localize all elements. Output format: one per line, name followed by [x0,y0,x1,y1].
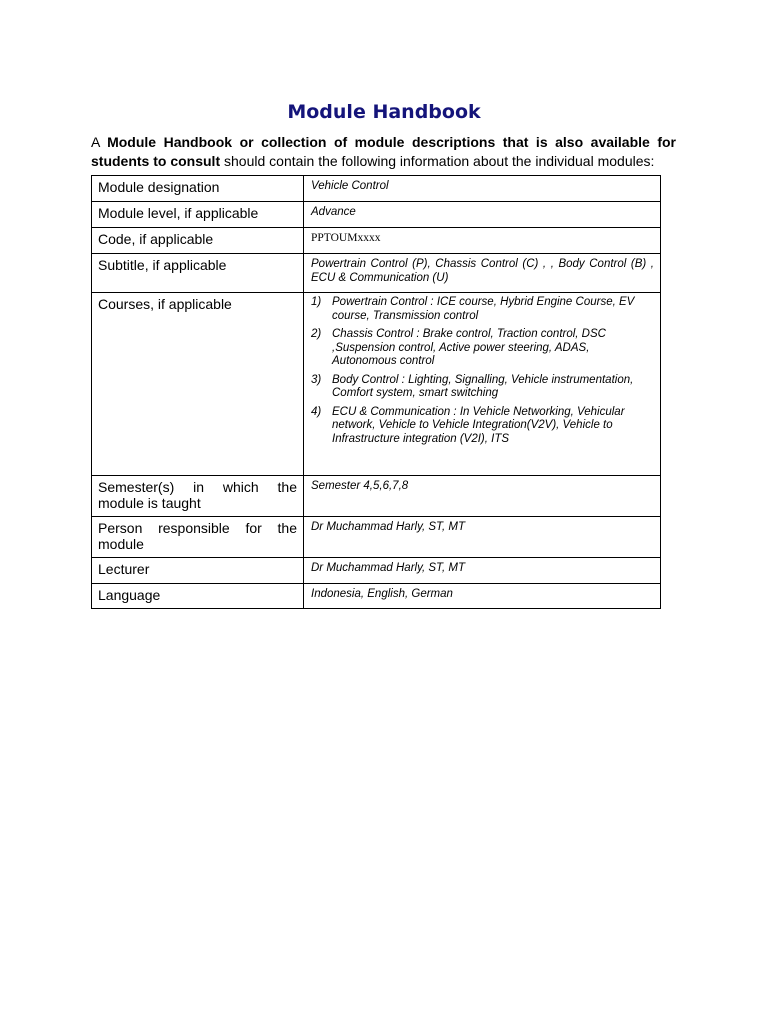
list-item [311,406,654,447]
row-value: PPTOUMxxxx [304,228,661,254]
row-label: Subtitle, if applicable [92,254,304,293]
list-item [311,328,654,369]
row-label: Module level, if applicable [92,202,304,228]
list-number: 2) [311,328,322,340]
list-number: 3) [311,373,322,386]
module-table [91,175,661,609]
list-item [311,296,654,323]
table-row [92,254,661,293]
list-number: 4) [311,405,322,418]
row-value: Dr Muchammad Harly, ST, MT [304,558,661,584]
row-label: Module designation [92,176,304,202]
row-value: Semester 4,5,6,7,8 [304,476,661,517]
intro-rest: should contain the following information about the individual modules: [220,153,655,169]
table-row [92,558,661,584]
table-row [92,228,661,254]
list-text: ECU & Communication : In Vehicle Networking, Vehicular network, Vehicle to Vehicle Integration(V2V), Vehicle to Infrastructure integration (V2I), ITS [332,405,625,445]
row-value: Advance [304,202,661,228]
row-value: Vehicle Control [304,176,661,202]
table-row [92,517,661,558]
row-label: Person responsible for the module [92,517,304,558]
table-row [92,293,661,476]
row-value: Powertrain Control (P), Chassis Control (C) , , Body Control (B) , ECU & Communication (U) [304,254,661,293]
intro-paragraph [91,133,676,171]
row-label: Courses, if applicable [92,293,304,476]
table-row [92,202,661,228]
table-row [92,584,661,609]
list-number: 1) [311,296,322,308]
table-row [92,476,661,517]
row-label: Code, if applicable [92,228,304,254]
row-label: Language [92,584,304,609]
table-row [92,176,661,202]
list-text: Powertrain Control : ICE course, Hybrid Engine Course, EV course, Transmission control [332,296,635,322]
row-value: Indonesia, English, German [304,584,661,609]
row-label: Lecturer [92,558,304,584]
row-label: Semester(s) in which the module is taught [92,476,304,517]
page-title: Module Handbook [287,101,481,123]
row-value [304,293,661,476]
intro-prefix: A [91,134,108,150]
list-text: Chassis Control : Brake control, Traction control, DSC ,Suspension control, Active power steering, ADAS, Autonomous control [332,328,606,367]
row-value: Dr Muchammad Harly, ST, MT [304,517,661,558]
list-text: Body Control : Lighting, Signalling, Vehicle instrumentation, Comfort system, smart switching [332,373,634,399]
intro-bold: Module Handbook or collection of module descriptions that is also available for students to consult [91,134,676,169]
list-item [311,374,654,401]
courses-list [311,296,654,446]
